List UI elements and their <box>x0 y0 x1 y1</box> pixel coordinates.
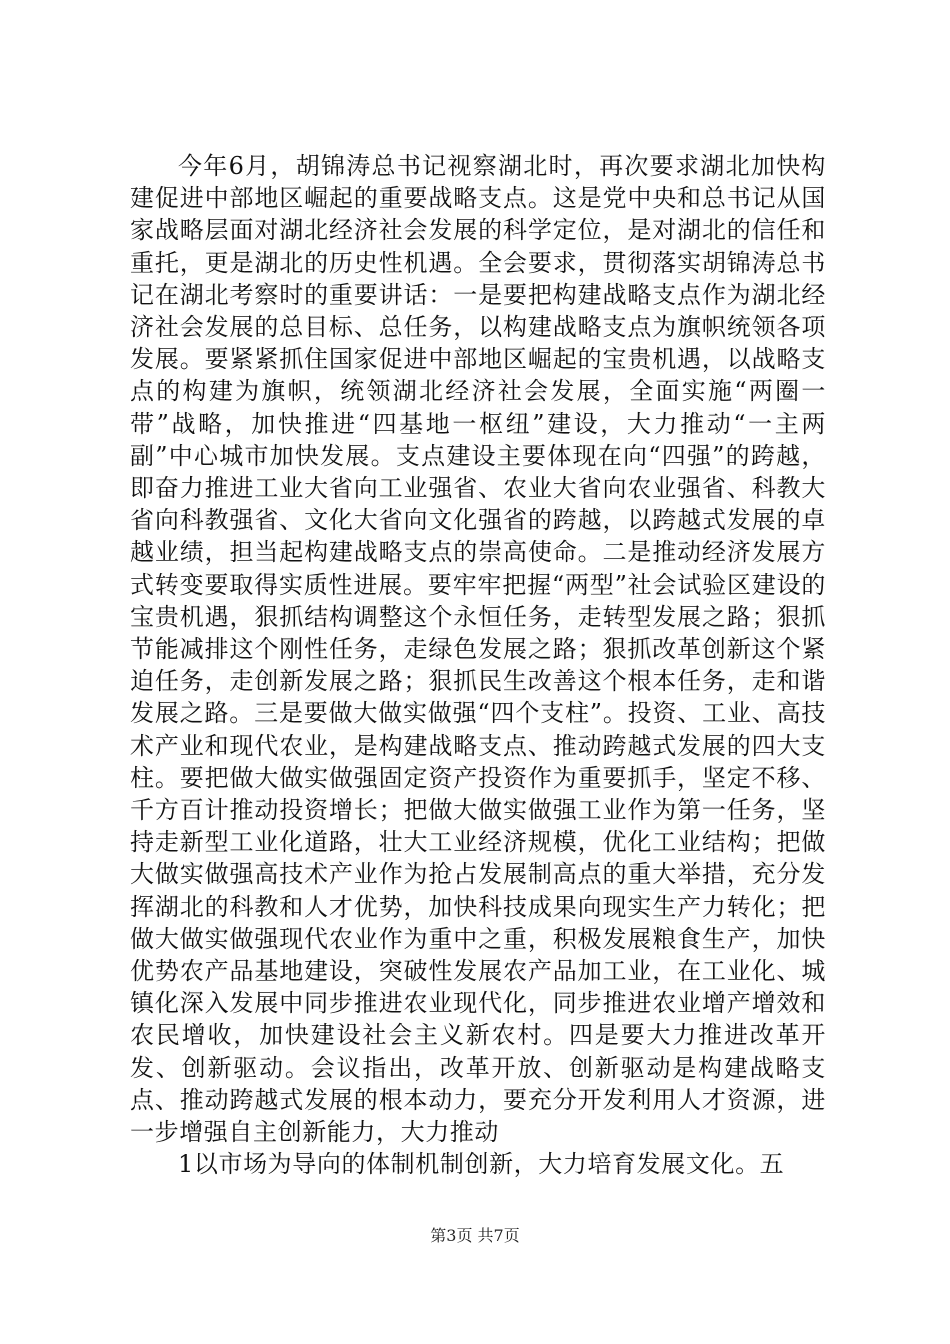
body-paragraph-continued: 1以市场为导向的体制机制创新，大力培育发展文化。五 <box>178 1150 785 1179</box>
page-footer <box>0 1223 950 1246</box>
document-body <box>130 150 826 1181</box>
page-number: 第3页 共7页 <box>430 1226 520 1245</box>
body-paragraph: 今年6月，胡锦涛总书记视察湖北时，再次要求湖北加快构建促进中部地区崛起的重要战略支点。这是党中央和总书记从国家战略层面对湖北经济社会发展的科学定位，是对湖北的信任和重托，更是湖北的历史性机遇。全会要求，贯彻落实胡锦涛总书记在湖北考察时的重要讲话：一是要把构建战略支点作为湖北经济社会发展的总目标、总任务，以构建战略支点为旗帜统领各项发展。要紧紧抓住国家促进中部地区崛起的宝贵机遇，以战略支点的构建为旗帜，统领湖北经济社会发展，全面实施“两圈一带”战略，加快推进“四基地一枢纽”建设，大力推动“一主两副”中心城市加快发展。支点建设主要体现在向“四强”的跨越，即奋力推进工业大省向工业强省、农业大省向农业强省、科教大省向科教强省、文化大省向文化强省的跨越，以跨越式发展的卓越业绩，担当起构建战略支点的崇高使命。二是推动经济发展方式转变要取得实质性进展。要牢牢把握“两型”社会试验区建设的宝贵机遇，狠抓结构调整这个永恒任务，走转型发展之路；狠抓节能减排这个刚性任务，走绿色发展之路；狠抓改革创新这个紧迫任务，走创新发展之路；狠抓民生改善这个根本任务，走和谐发展之路。三是要做大做实做强“四个支柱”。投资、工业、高技术产业和现代农业，是构建战略支点、推动跨越式发展的四大支柱。要把做大做实做强固定资产投资作为重要抓手，坚定不移、千方百计推动投资增长；把做大做实做强工业作为第一任务，坚持走新型工业化道路，壮大工业经济规模，优化工业结构；把做大做实做强高技术产业作为抢占发展制高点的重大举措，充分发挥湖北的科教和人才优势，加快科技成果向现实生产力转化；把做大做实做强现代农业作为重中之重，积极发展粮食生产，加快优势农产品基地建设，突破性发展农产品加工业，在工业化、城镇化深入发展中同步推进农业现代化，同步推进农业增产增效和农民增收，加快建设社会主义新农村。四是要大力推进改革开发、创新驱动。会议指出，改革开放、创新驱动是构建战略支点、推动跨越式发展的根本动力，要充分开发利用人才资源，进一步增强自主创新能力，大力推动 <box>130 152 826 1147</box>
